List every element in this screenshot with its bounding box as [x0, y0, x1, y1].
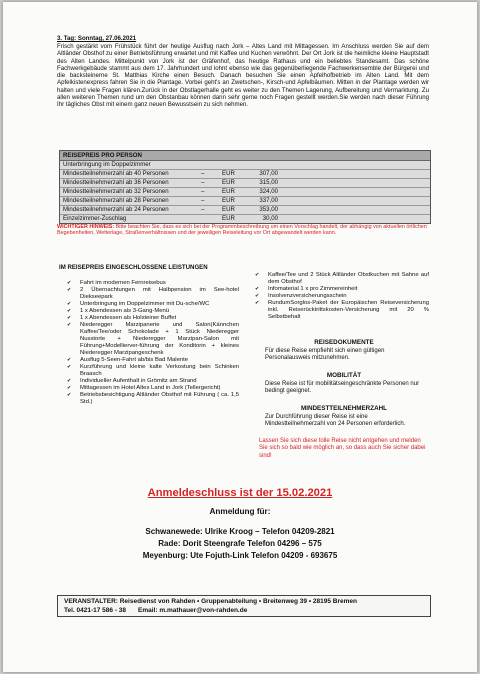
organizer-contact: [64, 606, 424, 615]
list-item: ✔ Infomaterial 1 x pro Zimmereinheit: [255, 286, 429, 293]
contact-line: Rade: Dorit Steengrafe Telefon 04296 – 575: [158, 539, 322, 548]
price-table: [59, 150, 431, 224]
organizer-phone: Tel. 0421-17 586 - 38: [64, 607, 127, 614]
list-item: ✔ Fahrt im modernen Fernreisebus: [67, 280, 239, 287]
list-item: ✔ Niederegger Marzipanerie und Salon(Kännchen Kaffee/Tee/oder Schokolade + 1 Stück Niederegger Nusstorte + Niederegger Marzipan-Salon mit Führung+Modellierver-führung der Konditorin + kleines Niederegger Marzipangeschenk: [67, 322, 239, 357]
contact-line: Meyenburg: Ute Fojuth-Link Telefon 04209 - 693675: [142, 551, 338, 560]
list-item: ✔ Insolvenzversicherungsschein: [255, 293, 429, 300]
important-notice-label: WICHTIGER HINWEIS:: [57, 224, 115, 230]
list-item: ✔ RundumSorglos-Paket der Europäischen Reiseversicherung inkl. Reiserücktrittskosten-Versicherung mit 20 % Selbstbehalt: [255, 300, 429, 321]
list-item: ✔ 2 Übernachtungen mit Halbpension im See-hotel Diekseepark: [67, 287, 239, 301]
list-item: ✔ Individueller Aufenthalt in Grömitz am Strand: [67, 378, 239, 385]
important-notice: [57, 224, 429, 237]
list-item: ✔ 1 x Abendessen als Holsteiner Buffet: [67, 315, 239, 322]
registration-heading: Anmeldung für:: [209, 507, 271, 516]
list-item: ✔ Kurzführung und kleine kalte Verkostung bein Schinken Braasch: [67, 364, 239, 378]
price-row: Mindestteilnehmerzahl ab 32 Personen – EUR 324,00: [60, 188, 430, 197]
price-row-single-supplement: Einzelzimmer-Zuschlag EUR 30,00: [60, 215, 430, 223]
travel-documents-text: Für diese Reise empfiehlt sich einen gültigen Personalausweis mitzunehmen.: [265, 348, 385, 362]
price-row: Mindestteilnehmerzahl ab 24 Personen – EUR 353,00: [60, 206, 430, 215]
contact-line: Schwanewede: Ulrike Kroog – Telefon 04209-2821: [145, 527, 335, 536]
organizer-address: VERANSTALTER: Reisedienst von Rahden • Gruppenabteilung • Breitenweg 39 • 28195 Bremen: [64, 598, 358, 605]
document-page: [3, 2, 477, 672]
min-participants-heading: MINDESTTEILNEHMERZAHL: [300, 405, 388, 412]
registration-deadline: Anmeldeschluss ist der 15.02.2021: [147, 487, 333, 499]
price-table-subheader: Unterbringung im Doppelzimmer: [60, 161, 430, 170]
travel-documents-heading: REISEDOKUMENTE: [314, 339, 374, 346]
booking-call-to-action: Lassen Sie sich diese tolle Reise nicht entgehen und melden Sie sich so bald wie möglich an, so dass auch Sie sicher dabei sind!: [259, 438, 426, 459]
price-table-header: REISEPREIS PRO PERSON: [60, 151, 430, 161]
included-services-list: [67, 280, 239, 406]
mobility-text: Diese Reise ist für mobilitätseingeschränkte Personen nur bedingt geeignet.: [265, 381, 420, 395]
min-participants-text: Zur Durchführung dieser Reise ist eine Mindestteilnehmerzahl von 24 Personen erforderlich.: [265, 414, 406, 428]
organizer-email: Email: m.mathauer@von-rahden.de: [138, 607, 248, 614]
price-row: Mindestteilnehmerzahl ab 40 Personen – EUR 307,00: [60, 170, 430, 179]
list-item: ✔ Unterbringung im Doppelzimmer mit Du-sche/WC: [67, 301, 239, 308]
list-item: ✔ Mittagessen im Hotel Altes Land in Jork (Tellergericht): [67, 385, 239, 392]
included-services-list-continued: [255, 272, 429, 321]
important-notice-text: Bitte beachten Sie, dass es sich bei der Programmbeschreibung um einen Vorschlag handelt, der abhängig von aktuellen örtlichen Begebenheiten, Wetterlage, Straßenverhältnissen und der jeweiligen Reiseleitung vor Ort abgewandelt werden kann.: [57, 224, 427, 237]
included-services-heading: IM REISEPREIS EINGESCHLOSSENE LEISTUNGEN: [59, 264, 208, 271]
list-item: ✔ Kaffee/Tee und 2 Stück Altländer Obstkuchen mit Sahne auf dem Obsthof: [255, 272, 429, 286]
list-item: ✔ Betriebsbesichtigung Altländer Obsthof mit Führung ( ca. 1,5 Std.): [67, 392, 239, 406]
list-item: ✔ 1 x Abendessen als 3-Gang-Menü: [67, 308, 239, 315]
organizer-box: [57, 595, 431, 617]
day-title: 3. Tag: Sonntag, 27.06.2021: [57, 35, 137, 42]
day-description: Frisch gestärkt vom Frühstück führt der heutige Ausflug nach Jork – Altes Land mit Mittagessen. Im Anschluss werden Sie auf dem Altländer Obsthof zu einer Betriebsführung erwartet und mit Kaffee und Kuchen verwöhnt. Der Ort Jork ist die heimliche kleine Hauptstadt des Alten Landes. Mittelpunkt von Jork ist der Gräfenhof, das heutige Rathaus und ein beliebtes Standesamt. Das schöne Fachwerkgebäude stammt aus dem 17. Jahrhundert und lohnt ebenso wie das gegenüberliegende Fachwerkensemble der Bürgerei und die backsteinerne St. Matthias Kirche einen Besuch. Danach besuchen Sie einen Apfelhofbetrieb im Alten Land. Mit dem Apfelkistenexpress fahren Sie in die Plantage. Vorbei geht's an Zwetschen-, Kirsch-und Apfelbäumen. Mitten in der Plantage werden wir halten und viele Fragen klären.Zurück in der Obstlagerhalle geht es weiter zu den Themen Lagerung, Aufbereitung und Vermarktung. Zu allen weiteren Themen rund um den Obstanbau können dann sehr gerne noch Fragen gestellt werden.Sie werden nach dieser Führung Ihr tägliches Obst mit einem ganz neuen Bewusstsein zu sich nehmen.: [57, 43, 429, 109]
price-row: Mindestteilnehmerzahl ab 36 Personen – EUR 315,00: [60, 179, 430, 188]
list-item: ✔ Ausflug 5-Seen-Fahrt ab/bis Bad Malente: [67, 357, 239, 364]
price-row: Mindestteilnehmerzahl ab 28 Personen – EUR 337,00: [60, 197, 430, 206]
mobility-heading: MOBILITÄT: [326, 372, 362, 379]
